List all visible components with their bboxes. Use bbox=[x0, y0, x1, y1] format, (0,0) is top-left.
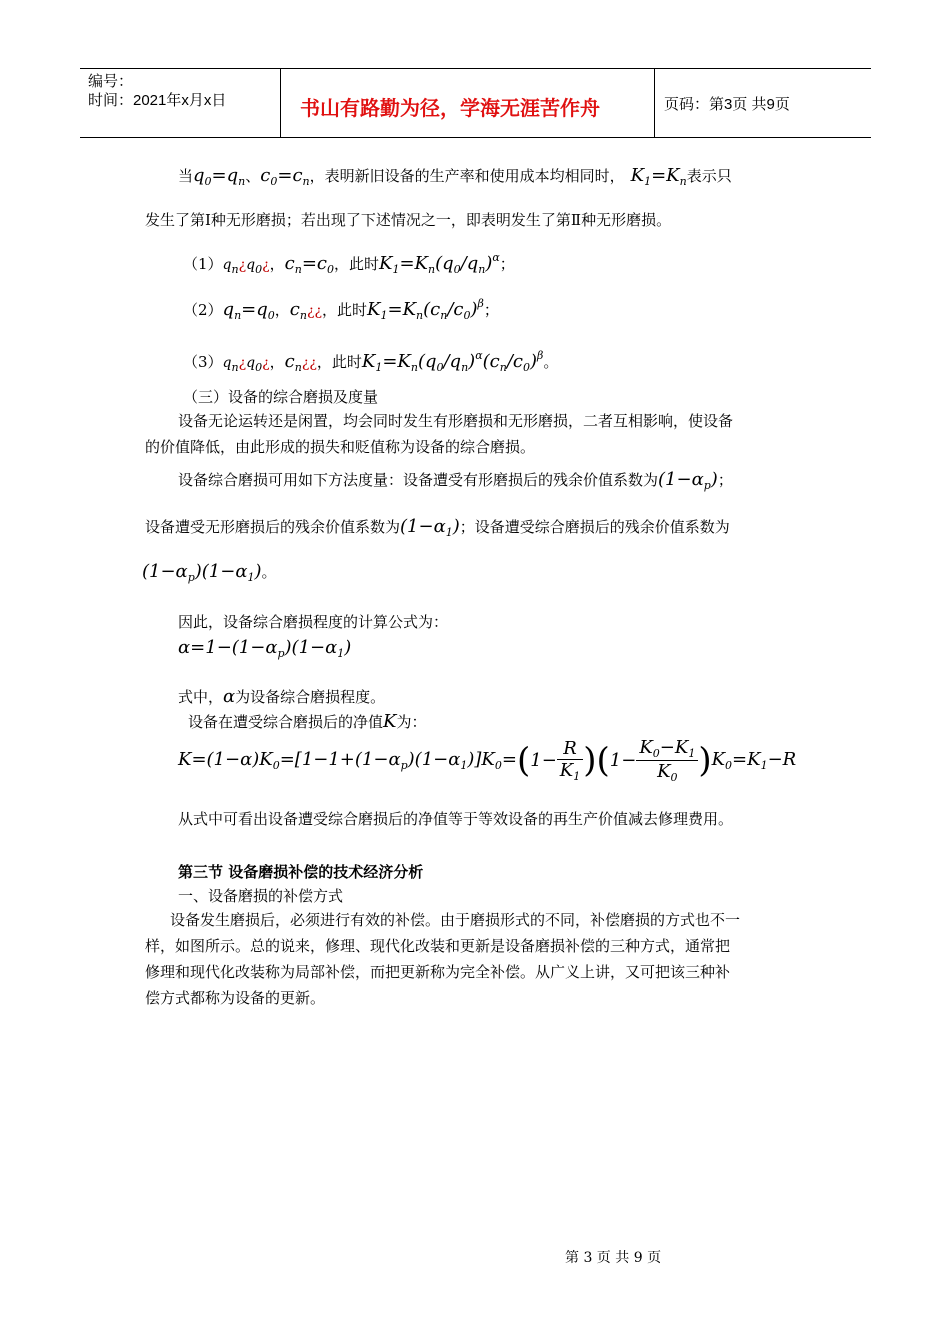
paragraph-compensation: 设备发生磨损后，必须进行有效的补偿。由于磨损形式的不同，补偿磨损的方式也不一 bbox=[170, 911, 741, 929]
paragraph-compensation-line4: 偿方式都称为设备的更新。 bbox=[145, 989, 326, 1007]
header-divider bbox=[280, 69, 281, 137]
formula-net-value: $K=(1-\alpha)K_0=[1-1+(1-\alpha_p)(1-\alpha_1)]K_0=(1-$ $\frac{R}{K_1}$ )(1− $\frac{K_0-K_1}{K_0}$ )$K_0=K_1-R$ bbox=[178, 737, 797, 784]
paragraph-where: 式中，α为设备综合磨损程度。 bbox=[178, 686, 386, 707]
header-page-info: 页码：第3页 共9页 bbox=[664, 96, 790, 113]
paragraph-compensation-line2: 样，如图所示。总的说来，修理、现代化改装和更新是设备磨损补偿的三种方式，通常把 bbox=[145, 937, 731, 955]
formula-alpha: $\alpha=1-(1-\alpha_p)(1-\alpha_1)$ bbox=[178, 637, 352, 660]
formula-residual: $(1-\alpha_p)(1-\alpha_1)$。 bbox=[142, 561, 277, 584]
paragraph-measure-line2: 设备遭受无形磨损后的残余价值系数为$(1-\alpha_1)$；设备遭受综合磨损后的残余价值系数为 bbox=[145, 516, 730, 539]
paragraph-therefore: 因此，设备综合磨损程度的计算公式为： bbox=[178, 613, 449, 631]
header-motto: 书山有路勤为径，学海无涯苦作舟 bbox=[300, 98, 600, 120]
chapter-section-heading: 第三节 设备磨损补偿的技术经济分析 bbox=[178, 863, 424, 881]
paragraph-intro-line2: 发生了第Ⅰ种无形磨损；若出现了下述情况之一，即表明发生了第Ⅱ种无形磨损。 bbox=[145, 211, 672, 229]
case-3: $(3)q_n¿q_0¿$，$c_n¿¿$，此时$K_1=K_n(q_0/q_n)^\alpha(c_n/c_0)^\beta$。 bbox=[183, 349, 559, 374]
paragraph-measure: 设备综合磨损可用如下方法度量：设备遭受有形磨损后的残余价值系数为$(1-\alpha_p)$； bbox=[178, 469, 733, 492]
header-divider bbox=[654, 69, 655, 137]
case-1: $(1)q_n¿q_0¿$，$c_n=c_0$，此时$K_1=K_n(q_0/q_n)^\alpha$； bbox=[183, 251, 515, 276]
doc-time-label: 时间：2021年x月x日 bbox=[88, 92, 227, 109]
case-2: $(2)q_n=q_0$，$c_n¿¿$，此时$K_1=K_n(c_n/c_0)^\beta$； bbox=[183, 297, 499, 322]
section-title: （三）设备的综合磨损及度量 bbox=[183, 388, 379, 406]
paragraph-wear-line2: 的价值降低，由此形成的损失和贬值称为设备的综合磨损。 bbox=[145, 438, 536, 456]
doc-number-label: 编号： bbox=[88, 73, 134, 90]
paragraph-compensation-line3: 修理和现代化改装称为局部补偿，而把更新称为完全补偿。从广义上讲，又可把该三种补 bbox=[145, 963, 731, 981]
paragraph-net-value: 设备在遭受综合磨损后的净值K为： bbox=[188, 711, 427, 732]
paragraph-intro: 当$q_0=q_n$、$c_0=c_n$，表明新旧设备的生产率和使用成本均相同时， $K_1=K_n$表示只 bbox=[178, 165, 732, 188]
paragraph-conclusion: 从式中可看出设备遭受综合磨损后的净值等于等效设备的再生产价值减去修理费用。 bbox=[178, 810, 734, 828]
paragraph-wear: 设备无论运转还是闲置，均会同时发生有形磨损和无形磨损，二者互相影响，使设备 bbox=[178, 412, 734, 430]
page-footer: 第 3 页 共 9 页 bbox=[565, 1250, 662, 1266]
sub-heading: 一、设备磨损的补偿方式 bbox=[178, 887, 344, 905]
